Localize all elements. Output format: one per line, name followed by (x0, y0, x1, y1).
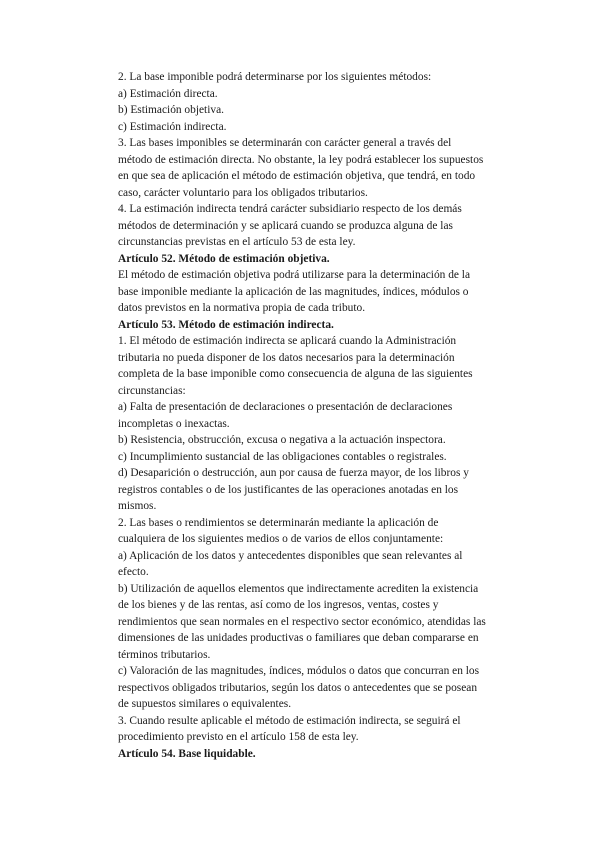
text-line: circunstancias previstas en el artículo 53 de esta ley. (118, 236, 356, 248)
text-line: en que sea de aplicación el método de estimación objetiva, que tendrá, en todo (118, 170, 476, 182)
text-line: 3. Las bases imponibles se determinarán con carácter general a través del (118, 137, 452, 149)
text-line: 4. La estimación indirecta tendrá carácter subsidiario respecto de los demás (118, 203, 462, 215)
text-line: c) Estimación indirecta. (118, 120, 227, 133)
text-line: 1. El método de estimación indirecta se aplicará cuando la Administración (118, 335, 457, 347)
text-line: caso, carácter voluntario para los obligados tributarios. (118, 186, 368, 199)
text-line: b) Resistencia, obstrucción, excusa o negativa a la actuación inspectora. (118, 434, 446, 446)
text-line: incompletas o inexactas. (118, 417, 230, 430)
text-line: b) Utilización de aquellos elementos que indirectamente acrediten la existencia (118, 582, 479, 595)
text-line: de los bienes y de las rentas, así como de los ingresos, ventas, costes y (118, 599, 439, 611)
text-line: de supuestos similares o equivalentes. (118, 698, 292, 710)
text-line: registros contables o de los justificantes de las operaciones anotadas en los (118, 483, 459, 496)
text-line: rendimientos que sean normales en el respectivo sector económico, atendidas las (118, 615, 486, 628)
article-heading: Artículo 54. Base liquidable. (118, 747, 256, 760)
text-line: método de estimación directa. No obstante, la ley podrá establecer los supuestos (118, 153, 484, 166)
text-line: métodos de determinación y se aplicará cuando se produzca alguna de las (118, 219, 453, 232)
article-heading: Artículo 53. Método de estimación indirecta. (118, 318, 334, 331)
text-line: El método de estimación objetiva podrá utilizarse para la determinación de la (118, 269, 471, 281)
text-line: b) Estimación objetiva. (118, 104, 224, 116)
text-line: mismos. (118, 500, 157, 512)
text-line: c) Valoración de las magnitudes, índices, módulos o datos que concurran en los (118, 665, 480, 677)
text-line: efecto. (118, 566, 149, 578)
text-line: completa de la base imponible como consecuencia de alguna de las siguientes (118, 368, 473, 380)
article-heading: Artículo 52. Método de estimación objetiva. (118, 252, 330, 265)
text-line: procedimiento previsto en el artículo 158 de esta ley. (118, 731, 359, 743)
text-line: a) Falta de presentación de declaraciones o presentación de declaraciones (118, 401, 453, 413)
text-line: circunstancias: (118, 384, 186, 397)
text-line: base imponible mediante la aplicación de las magnitudes, índices, módulos o (118, 285, 469, 298)
document-page (118, 69, 490, 762)
text-line: d) Desaparición o destrucción, aun por causa de fuerza mayor, de los libros y (118, 467, 469, 479)
text-line: c) Incumplimiento sustancial de las obligaciones contables o registrales. (118, 450, 447, 463)
text-line: respectivos obligados tributarios, según los datos o antecedentes que se posean (118, 681, 478, 694)
text-line: 2. La base imponible podrá determinarse por los siguientes métodos: (118, 71, 432, 83)
text-line: términos tributarios. (118, 648, 211, 661)
text-line: 2. Las bases o rendimientos se determinarán mediante la aplicación de (118, 516, 439, 529)
text-line: a) Aplicación de los datos y antecedentes disponibles que sean relevantes al (118, 549, 463, 562)
text-line: tributaria no pueda disponer de los datos necesarios para la determinación (118, 351, 455, 364)
text-line: cualquiera de los siguientes medios o de varios de ellos conjuntamente: (118, 533, 444, 545)
text-line: a) Estimación directa. (118, 87, 218, 100)
text-line: datos previstos en la normativa propia de cada tributo. (118, 302, 366, 314)
text-line: 3. Cuando resulte aplicable el método de estimación indirecta, se seguirá el (118, 714, 461, 727)
text-line: dimensiones de las unidades productivas o familiares que deban compararse en (118, 632, 479, 644)
